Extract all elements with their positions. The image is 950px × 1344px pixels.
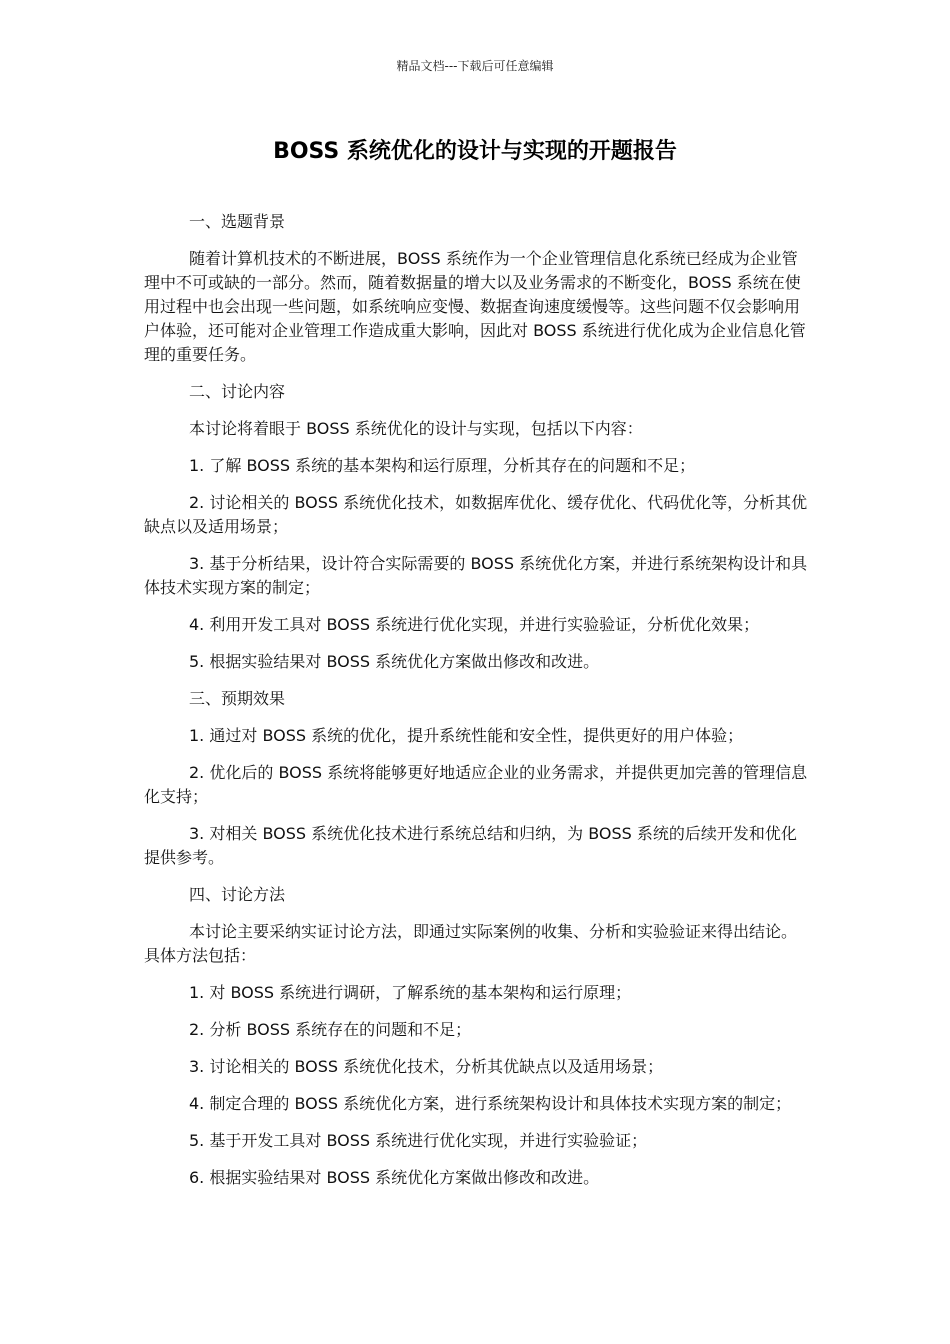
list-item-method-3: 3. 讨论相关的 BOSS 系统优化技术，分析其优缺点以及适用场景； [189,1057,664,1076]
list-item-content-3: 3. 基于分析结果，设计符合实际需要的 BOSS 系统优化方案，并进行系统架构设计和具体技术实现方案的制定； [144,554,808,597]
list-item-content-1: 1. 了解 BOSS 系统的基本架构和运行原理，分析其存在的问题和不足； [189,456,696,475]
paragraph-background: 随着计算机技术的不断进展，BOSS 系统作为一个企业管理信息化系统已经成为企业管理中不可或缺的一部分。然而，随着数据量的增大以及业务需求的不断变化，BOSS 系统在使用过程中也会出现一些问题，如系统响应变慢、数据查询速度缓慢等。这些问题不仅会影响用户体验，还可能对企业管理工作造成重大影响，因此对 BOSS 系统进行优化成为企业信息化管理的重要任务。 [144,249,806,364]
list-item-expected-3: 3. 对相关 BOSS 系统优化技术进行系统总结和归纳，为 BOSS 系统的后续开发和优化提供参考。 [144,824,797,867]
paragraph-method-intro: 本讨论主要采纳实证讨论方法，即通过实际案例的收集、分析和实验验证来得出结论。具体方法包括： [144,922,798,965]
section-heading-content: 二、讨论内容 [189,382,286,401]
list-item-content-5: 5. 根据实验结果对 BOSS 系统优化方案做出修改和改进。 [189,652,600,671]
document-title: BOSS 系统优化的设计与实现的开题报告 [273,139,677,164]
list-item-content-2: 2. 讨论相关的 BOSS 系统优化技术，如数据库优化、缓存优化、代码优化等，分析其优缺点以及适用场景； [144,493,808,536]
list-item-method-6: 6. 根据实验结果对 BOSS 系统优化方案做出修改和改进。 [189,1168,600,1187]
paragraph-content-intro: 本讨论将着眼于 BOSS 系统优化的设计与实现，包括以下内容： [189,419,643,438]
list-item-method-1: 1. 对 BOSS 系统进行调研，了解系统的基本架构和运行原理； [189,983,632,1002]
section-heading-background: 一、选题背景 [189,212,286,231]
list-item-expected-2: 2. 优化后的 BOSS 系统将能够更好地适应企业的业务需求，并提供更加完善的管理信息化支持； [144,763,808,806]
list-item-method-4: 4. 制定合理的 BOSS 系统优化方案，进行系统架构设计和具体技术实现方案的制定； [189,1094,792,1113]
section-heading-expected: 三、预期效果 [189,689,286,708]
section-heading-method: 四、讨论方法 [189,885,286,904]
page-header: 精品文档---下载后可任意编辑 [396,59,554,73]
list-item-content-4: 4. 利用开发工具对 BOSS 系统进行优化实现，并进行实验验证，分析优化效果； [189,615,760,634]
list-item-method-2: 2. 分析 BOSS 系统存在的问题和不足； [189,1020,472,1039]
document-body [144,210,808,1203]
list-item-method-5: 5. 基于开发工具对 BOSS 系统进行优化实现，并进行实验验证； [189,1131,648,1150]
list-item-expected-1: 1. 通过对 BOSS 系统的优化，提升系统性能和安全性，提供更好的用户体验； [189,726,744,745]
